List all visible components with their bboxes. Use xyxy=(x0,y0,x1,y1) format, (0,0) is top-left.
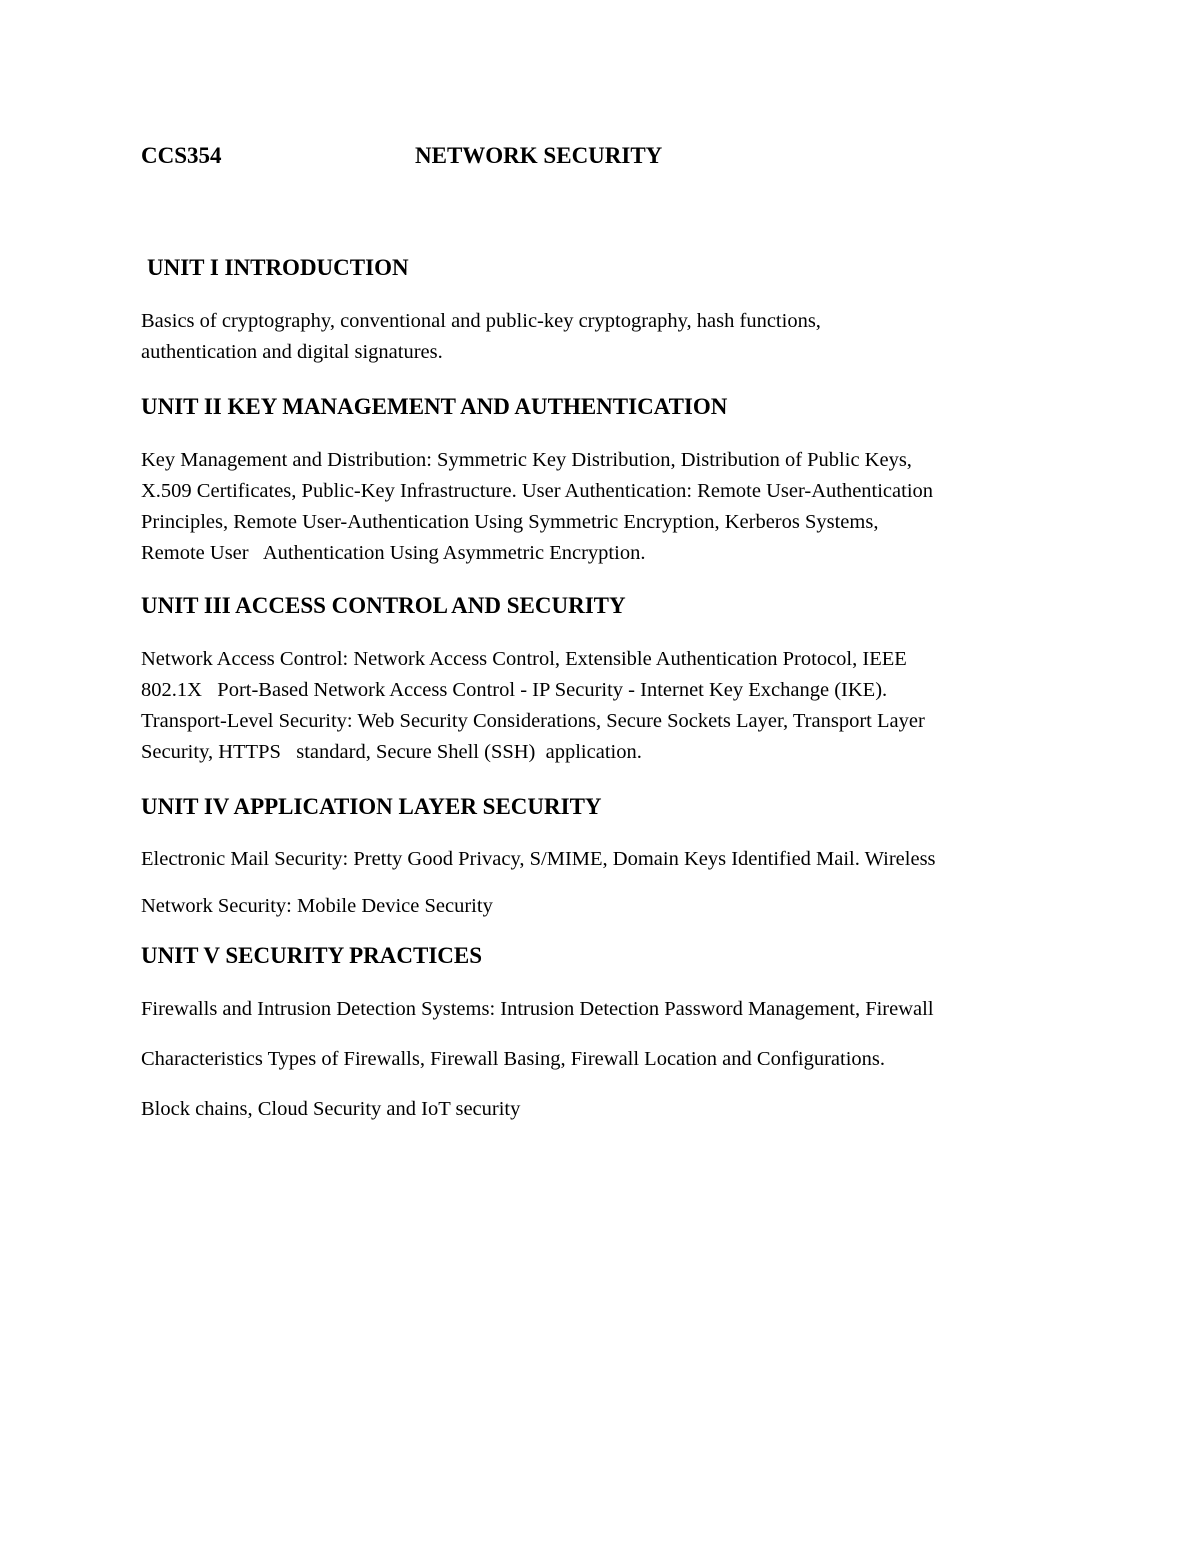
unit-3-line: Security, HTTPS standard, Secure Shell (SSH) application. xyxy=(141,741,642,763)
unit-2-line: Principles, Remote User-Authentication Using Symmetric Encryption, Kerberos Systems, xyxy=(141,511,879,533)
unit-2-heading: UNIT II KEY MANAGEMENT AND AUTHENTICATION xyxy=(141,394,728,419)
unit-4-heading: UNIT IV APPLICATION LAYER SECURITY xyxy=(141,794,602,819)
unit-1-line: authentication and digital signatures. xyxy=(141,341,443,363)
unit-2-line: X.509 Certificates, Public-Key Infrastructure. User Authentication: Remote User-Authentication xyxy=(141,480,934,502)
unit-5-heading: UNIT V SECURITY PRACTICES xyxy=(141,943,483,968)
course-title: NETWORK SECURITY xyxy=(415,143,663,168)
unit-5-line: Characteristics Types of Firewalls, Firewall Basing, Firewall Location and Configurations. xyxy=(141,1048,886,1070)
unit-3-line: 802.1X Port-Based Network Access Control - IP Security - Internet Key Exchange (IKE). xyxy=(141,679,888,701)
unit-5-line: Firewalls and Intrusion Detection Systems: Intrusion Detection Password Management, Firewall xyxy=(141,998,934,1020)
unit-5-line: Block chains, Cloud Security and IoT security xyxy=(141,1098,521,1120)
unit-1-line: Basics of cryptography, conventional and public-key cryptography, hash functions, xyxy=(141,310,821,332)
unit-3-heading: UNIT III ACCESS CONTROL AND SECURITY xyxy=(141,593,626,618)
unit-4-line: Network Security: Mobile Device Security xyxy=(141,895,493,917)
course-header xyxy=(141,143,1041,175)
unit-2-line: Key Management and Distribution: Symmetric Key Distribution, Distribution of Public Keys, xyxy=(141,449,912,471)
unit-3-line: Network Access Control: Network Access Control, Extensible Authentication Protocol, IEEE xyxy=(141,648,907,670)
unit-2-line: Remote User Authentication Using Asymmetric Encryption. xyxy=(141,542,646,564)
unit-4-line: Electronic Mail Security: Pretty Good Privacy, S/MIME, Domain Keys Identified Mail. Wireless xyxy=(141,848,936,870)
course-code: CCS354 xyxy=(141,143,222,168)
unit-3-line: Transport-Level Security: Web Security Considerations, Secure Sockets Layer, Transport Layer xyxy=(141,710,925,732)
unit-1-heading: UNIT I INTRODUCTION xyxy=(147,255,409,280)
